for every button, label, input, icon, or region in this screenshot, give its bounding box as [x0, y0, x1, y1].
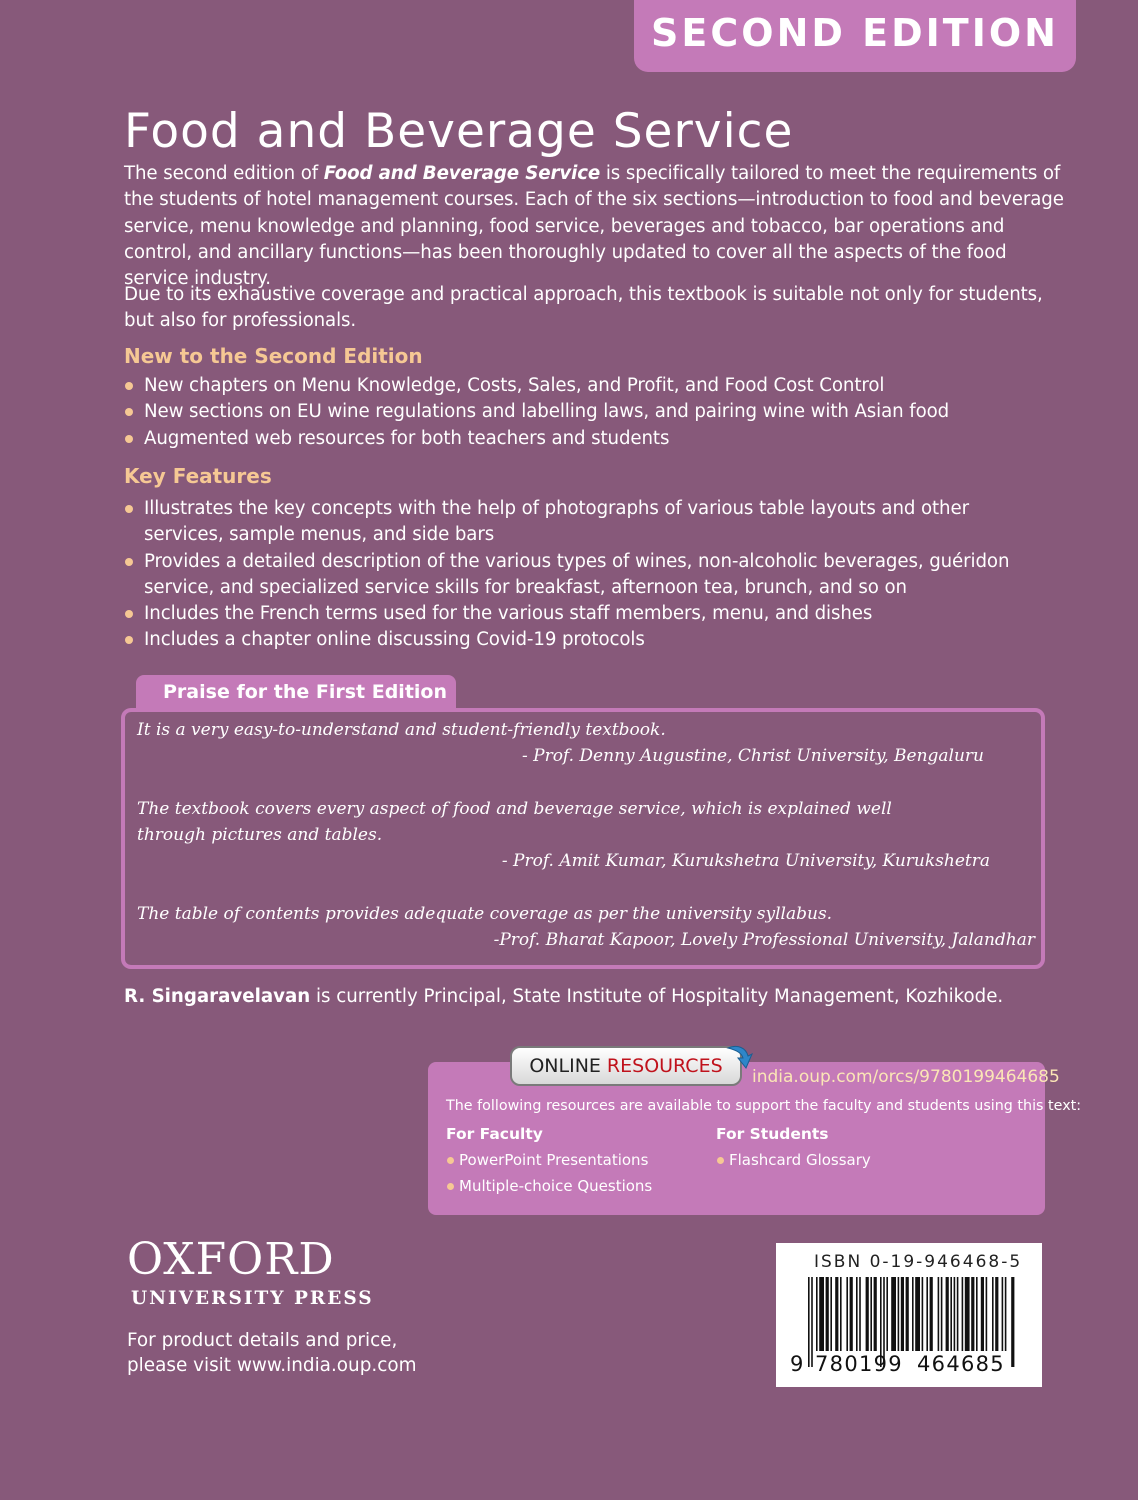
- praise-quote-3: The table of contents provides adequate coverage as per the university syllabus.: [137, 904, 833, 924]
- barcode-bar: [901, 1277, 904, 1351]
- barcode-bar: [816, 1277, 818, 1351]
- barcode-bar: [866, 1277, 869, 1351]
- faculty-item: PowerPoint Presentations: [446, 1151, 648, 1169]
- new-edition-heading: New to the Second Edition: [124, 344, 423, 368]
- barcode-bar: [986, 1277, 988, 1351]
- praise-heading: Praise for the First Edition: [136, 675, 456, 711]
- edition-label: SECOND EDITION: [651, 11, 1059, 55]
- curved-arrow-icon: [724, 1042, 754, 1072]
- barcode-bar: [930, 1277, 933, 1351]
- barcode-bar: [874, 1277, 877, 1351]
- barcode-bar: [830, 1277, 832, 1351]
- barcode-bar: [850, 1277, 853, 1351]
- list-item: Includes a chapter online discussing Covid-19 protocols: [124, 627, 1054, 653]
- online-resources-badge: [510, 1046, 742, 1086]
- faculty-item: Multiple-choice Questions: [446, 1177, 652, 1195]
- barcode-bar: [976, 1277, 978, 1351]
- barcode-bar: [886, 1277, 888, 1351]
- praise-quote-2-line-2: through pictures and tables.: [137, 825, 383, 845]
- barcode-bar: [946, 1277, 949, 1351]
- new-edition-list: [124, 373, 1054, 452]
- barcode-digit-first: 9: [790, 1352, 805, 1376]
- book-title: Food and Beverage Service: [124, 104, 794, 159]
- barcode-bar: [915, 1277, 920, 1351]
- intro-text-pre: The second edition of: [124, 163, 324, 184]
- author-name: R. Singaravelavan: [124, 986, 311, 1007]
- list-item: Provides a detailed description of the various types of wines, non-alcoholic beverages, guéridon service, and specialized service skills for breakfast, afternoon tea, brunch, and so on: [124, 549, 1054, 602]
- barcode-bar: [870, 1277, 872, 1351]
- students-heading: For Students: [716, 1125, 829, 1143]
- faculty-heading: For Faculty: [446, 1125, 543, 1143]
- intro-paragraph-1: [124, 161, 1074, 292]
- barcode-bar: [808, 1277, 810, 1367]
- barcode-bar: [826, 1277, 829, 1351]
- badge-word-online: ONLINE: [529, 1055, 601, 1077]
- list-item: Augmented web resources for both teachers and students: [124, 426, 1054, 452]
- barcode-bar: [1002, 1277, 1004, 1351]
- list-item: Illustrates the key concepts with the help of photographs of various table layouts and other services, sample menus, and side bars: [124, 496, 1054, 549]
- resources-intro: The following resources are available to support the faculty and students using this text:: [446, 1098, 1082, 1114]
- resources-url[interactable]: india.oup.com/orcs/9780199464685: [752, 1067, 1060, 1087]
- edition-tab: [634, 0, 1076, 72]
- publisher-visit-info: [127, 1328, 417, 1378]
- students-item: Flashcard Glossary: [716, 1151, 871, 1169]
- publisher-logo-subname: UNIVERSITY PRESS: [131, 1288, 374, 1309]
- barcode-bar: [912, 1277, 914, 1351]
- barcode-bar: [965, 1277, 970, 1351]
- barcode-bar: [840, 1277, 842, 1351]
- barcode-bar: [938, 1277, 940, 1351]
- barcode-bar: [922, 1277, 924, 1351]
- author-bio: [124, 984, 1003, 1010]
- barcode-bar: [957, 1277, 959, 1351]
- list-item: New sections on EU wine regulations and labelling laws, and pairing wine with Asian food: [124, 399, 1054, 425]
- barcode-bar: [856, 1277, 858, 1351]
- intro-book-name: Food and Beverage Service: [323, 163, 601, 184]
- barcode-bar: [1011, 1277, 1014, 1367]
- barcode-bar: [981, 1277, 984, 1351]
- barcode-bar: [859, 1277, 861, 1351]
- publisher-logo-name: OXFORD: [127, 1234, 335, 1285]
- barcode-bar: [962, 1277, 964, 1351]
- list-item: New chapters on Menu Knowledge, Costs, Sales, and Profit, and Food Cost Control: [124, 373, 1054, 399]
- barcode-bar: [926, 1277, 928, 1351]
- barcode-bar: [898, 1277, 900, 1351]
- praise-author-3: -Prof. Bharat Kapoor, Lovely Professional University, Jalandhar: [493, 930, 1035, 950]
- barcode-bar: [811, 1277, 813, 1367]
- isbn-text: ISBN 0-19-946468-5: [814, 1252, 1023, 1272]
- barcode-bar: [992, 1277, 994, 1351]
- barcode-bar: [891, 1277, 896, 1351]
- author-bio-text: is currently Principal, State Institute of Hospitality Management, Kozhikode.: [310, 986, 1004, 1007]
- key-features-list: [124, 496, 1054, 654]
- intro-text-post: is specifically tailored to meet the requirements of the students of hotel management courses. Each of the six sections—introduction to food and beverage service, menu knowledge and planning, food service, beverages and tobacco, bar operations and control, and ancillary functions—has been thoroughly updated to cover all the aspects of the food service industry.: [124, 163, 1064, 290]
- barcode-bar: [954, 1277, 956, 1351]
- barcode-bar: [846, 1277, 848, 1351]
- barcode-bar: [835, 1277, 838, 1351]
- intro-paragraph-2: Due to its exhaustive coverage and practical approach, this textbook is suitable not only for students, but also for professionals.: [124, 284, 1043, 332]
- badge-word-resources: RESOURCES: [606, 1055, 723, 1077]
- barcode-bar: [941, 1277, 943, 1351]
- visit-line-2: please visit www.india.oup.com: [127, 1355, 417, 1376]
- praise-author-2: - Prof. Amit Kumar, Kurukshetra University, Kurukshetra: [501, 851, 990, 871]
- visit-line-1: For product details and price,: [127, 1330, 398, 1351]
- barcode-bar: [995, 1277, 998, 1351]
- barcode-bar: [1005, 1277, 1007, 1351]
- praise-quote-2-line-1: The textbook covers every aspect of food and beverage service, which is explained well: [137, 799, 892, 819]
- key-features-heading: Key Features: [124, 464, 272, 488]
- barcode-bar: [971, 1277, 974, 1351]
- praise-quote-1: It is a very easy-to-understand and student-friendly textbook.: [137, 720, 666, 740]
- barcode-digits-left: 780199: [815, 1352, 903, 1376]
- barcode-bar: [819, 1277, 824, 1351]
- barcode-bar: [950, 1277, 952, 1351]
- list-item: Includes the French terms used for the various staff members, menu, and dishes: [124, 601, 1054, 627]
- barcode-bar: [906, 1277, 909, 1351]
- praise-author-1: - Prof. Denny Augustine, Christ University, Bengaluru: [521, 746, 984, 766]
- barcode-digits-right: 464685: [917, 1352, 1005, 1376]
